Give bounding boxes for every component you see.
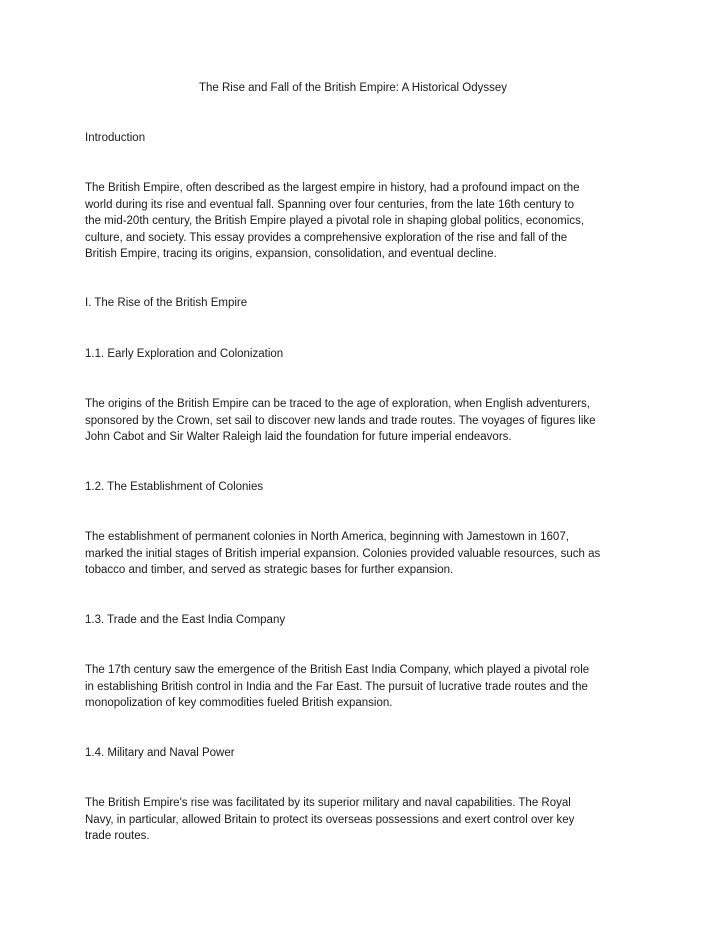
document-title: The Rise and Fall of the British Empire: A Historical Odyssey [198,82,508,94]
section-heading: I. The Rise of the British Empire [85,297,248,309]
paragraph-line: The British Empire's rise was facilitated by its superior military and naval capabilities. The Royal [85,797,571,809]
subsection-paragraph-1-1 [85,396,625,446]
introduction-heading: Introduction [85,132,146,144]
subsection-paragraph-1-3 [85,662,625,712]
subsection-heading-1-3: 1.3. Trade and the East India Company [85,614,286,626]
paragraph-line: the mid-20th century, the British Empire played a pivotal role in shaping global politics, economics, [85,215,585,227]
paragraph-line: world during its rise and eventual fall. Spanning over four centuries, from the late 16th century to [85,198,575,211]
subsection-heading-1-4: 1.4. Military and Naval Power [85,747,235,759]
paragraph-line: trade routes. [85,830,150,842]
paragraph-line: The 17th century saw the emergence of the British East India Company, which played a pivotal role [85,664,590,676]
paragraph-line: tobacco and timber, and served as strategic bases for further expansion. [85,564,454,576]
paragraph-line: sponsored by the Crown, set sail to discover new lands and trade routes. The voyages of figures like [85,414,596,427]
paragraph-line: monopolization of key commodities fueled British expansion. [85,697,393,709]
paragraph-line: The establishment of permanent colonies in North America, beginning with Jamestown in 1607, [85,531,569,543]
paragraph-line: marked the initial stages of British imperial expansion. Colonies provided valuable resources, such as [85,547,601,560]
subsection-heading-1-2: 1.2. The Establishment of Colonies [85,481,264,493]
paragraph-line: John Cabot and Sir Walter Raleigh laid the foundation for future imperial endeavors. [85,431,512,443]
subsection-paragraph-1-2 [85,529,625,579]
paragraph-line: The British Empire, often described as the largest empire in history, had a profound impact on the [85,182,580,194]
subsection-heading-1-1: 1.1. Early Exploration and Colonization [85,348,284,360]
paragraph-line: The origins of the British Empire can be traced to the age of exploration, when English adventurers, [85,398,591,410]
introduction-paragraph [85,180,625,263]
paragraph-line: Navy, in particular, allowed Britain to protect its overseas possessions and exert control over key [85,813,575,826]
subsection-paragraph-1-4 [85,795,625,845]
paragraph-line: British Empire, tracing its origins, expansion, consolidation, and eventual decline. [85,248,497,260]
paragraph-line: culture, and society. This essay provides a comprehensive exploration of the rise and fall of the [85,231,568,244]
paragraph-line: in establishing British control in India and the Far East. The pursuit of lucrative trade routes and the [85,680,588,693]
